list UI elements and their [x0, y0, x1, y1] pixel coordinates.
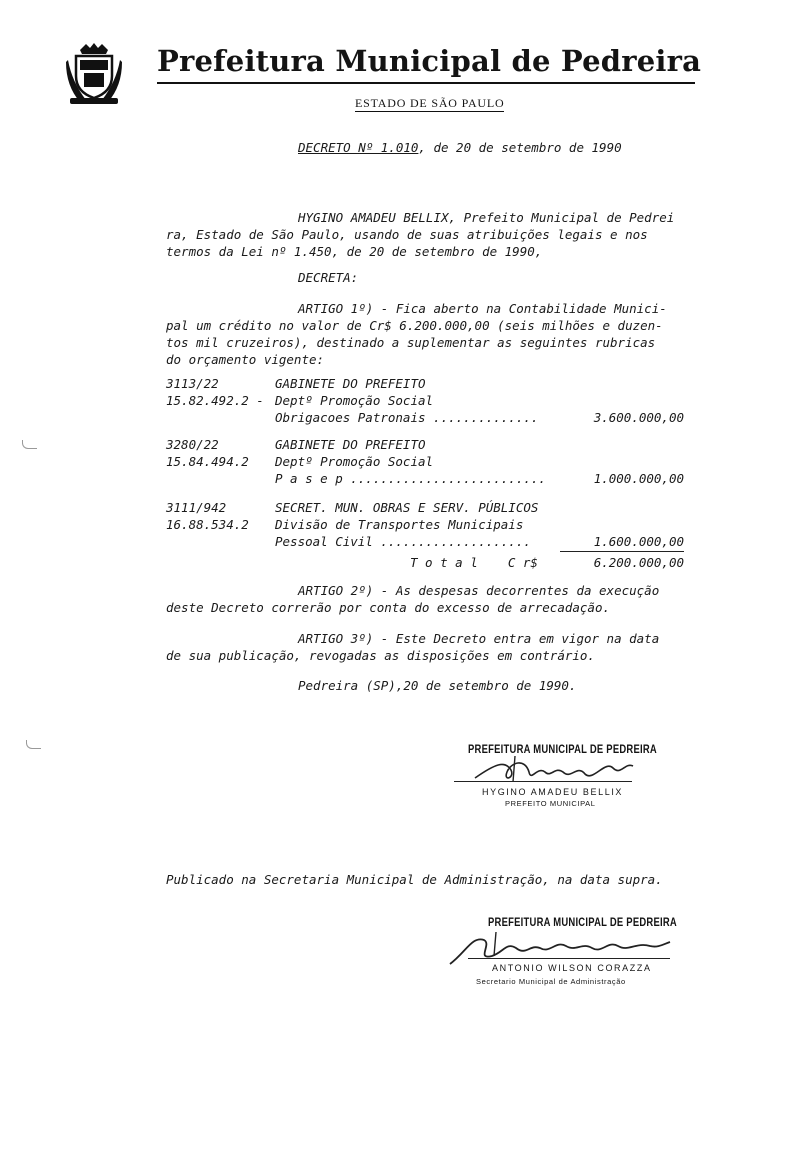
- budget-description: Obrigacoes Patronais ..............: [275, 410, 539, 425]
- article-2-line: ARTIGO 2º) - As despesas decorrentes da execução: [298, 583, 660, 598]
- budget-description: Pessoal Civil ....................: [275, 534, 531, 549]
- budget-function-code: 15.82.492.2 -: [166, 393, 264, 408]
- place-date: Pedreira (SP),20 de setembro de 1990.: [298, 678, 577, 693]
- signature-line: [468, 958, 670, 959]
- sum-divider: [560, 551, 684, 552]
- signature-stamp: PREFEITURA MUNICIPAL DE PEDREIRA: [488, 917, 677, 929]
- article-2-line: deste Decreto correrão por conta do excesso de arrecadação.: [166, 600, 611, 615]
- scan-mark: [22, 440, 37, 449]
- coat-of-arms-icon: [66, 42, 122, 106]
- signature-line: [454, 781, 632, 782]
- budget-function-code: 16.88.534.2: [166, 517, 249, 532]
- budget-function-code: 15.84.494.2: [166, 454, 249, 469]
- title-divider: [157, 82, 695, 84]
- budget-code: 3113/22: [166, 376, 219, 391]
- budget-unit: SECRET. MUN. OBRAS E SERV. PÚBLICOS: [275, 500, 539, 515]
- budget-code: 3280/22: [166, 437, 219, 452]
- article-1-line: tos mil cruzeiros), destinado a suplementar as seguintes rubricas: [166, 335, 656, 350]
- page-title: Prefeitura Municipal de Pedreira: [157, 44, 702, 78]
- preamble-line: HYGINO AMADEU BELLIX, Prefeito Municipal de Pedrei: [298, 210, 675, 225]
- total-value: 6.200.000,00: [593, 555, 684, 570]
- budget-unit: GABINETE DO PREFEITO: [275, 376, 426, 391]
- budget-value: 1.000.000,00: [593, 471, 684, 486]
- signatory-role: Secretario Municipal de Administração: [476, 977, 626, 986]
- budget-code: 3111/942: [166, 500, 227, 515]
- budget-department: Deptº Promoção Social: [275, 393, 434, 408]
- budget-description: P a s e p ..........................: [275, 471, 546, 486]
- signatory-name: HYGINO AMADEU BELLIX: [482, 787, 624, 797]
- decree-heading: [298, 140, 622, 155]
- decree-number: DECRETO Nº 1.010: [298, 140, 419, 155]
- article-3-line: de sua publicação, revogadas as disposições em contrário.: [166, 648, 595, 663]
- decree-date: , de 20 de setembro de 1990: [418, 140, 622, 155]
- article-1-line: ARTIGO 1º) - Fica aberto na Contabilidade Munici-: [298, 301, 667, 316]
- signature-stamp: PREFEITURA MUNICIPAL DE PEDREIRA: [468, 744, 657, 756]
- publication-note: Publicado na Secretaria Municipal de Administração, na data supra.: [166, 872, 663, 887]
- preamble-line: ra, Estado de São Paulo, usando de suas atribuições legais e nos: [166, 227, 648, 242]
- budget-department: Divisão de Transportes Municipais: [275, 517, 524, 532]
- handwritten-signature-icon: [455, 752, 640, 792]
- signatory-name: ANTONIO WILSON CORAZZA: [492, 963, 652, 973]
- article-1-line: pal um crédito no valor de Cr$ 6.200.000,00 (seis milhões e duzen-: [166, 318, 663, 333]
- total-label: T o t a l C r$: [410, 555, 538, 570]
- budget-unit: GABINETE DO PREFEITO: [275, 437, 426, 452]
- budget-department: Deptº Promoção Social: [275, 454, 434, 469]
- budget-value: 1.600.000,00: [593, 534, 684, 549]
- article-1-line: do orçamento vigente:: [166, 352, 325, 367]
- signatory-role: PREFEITO MUNICIPAL: [505, 799, 596, 808]
- scan-mark: [26, 740, 41, 749]
- decreta-heading: DECRETA:: [298, 270, 359, 285]
- budget-value: 3.600.000,00: [593, 410, 684, 425]
- article-3-line: ARTIGO 3º) - Este Decreto entra em vigor na data: [298, 631, 660, 646]
- preamble-line: termos da Lei nº 1.450, de 20 de setembro de 1990,: [166, 244, 543, 259]
- state-subtitle: ESTADO DE SÃO PAULO: [355, 96, 505, 110]
